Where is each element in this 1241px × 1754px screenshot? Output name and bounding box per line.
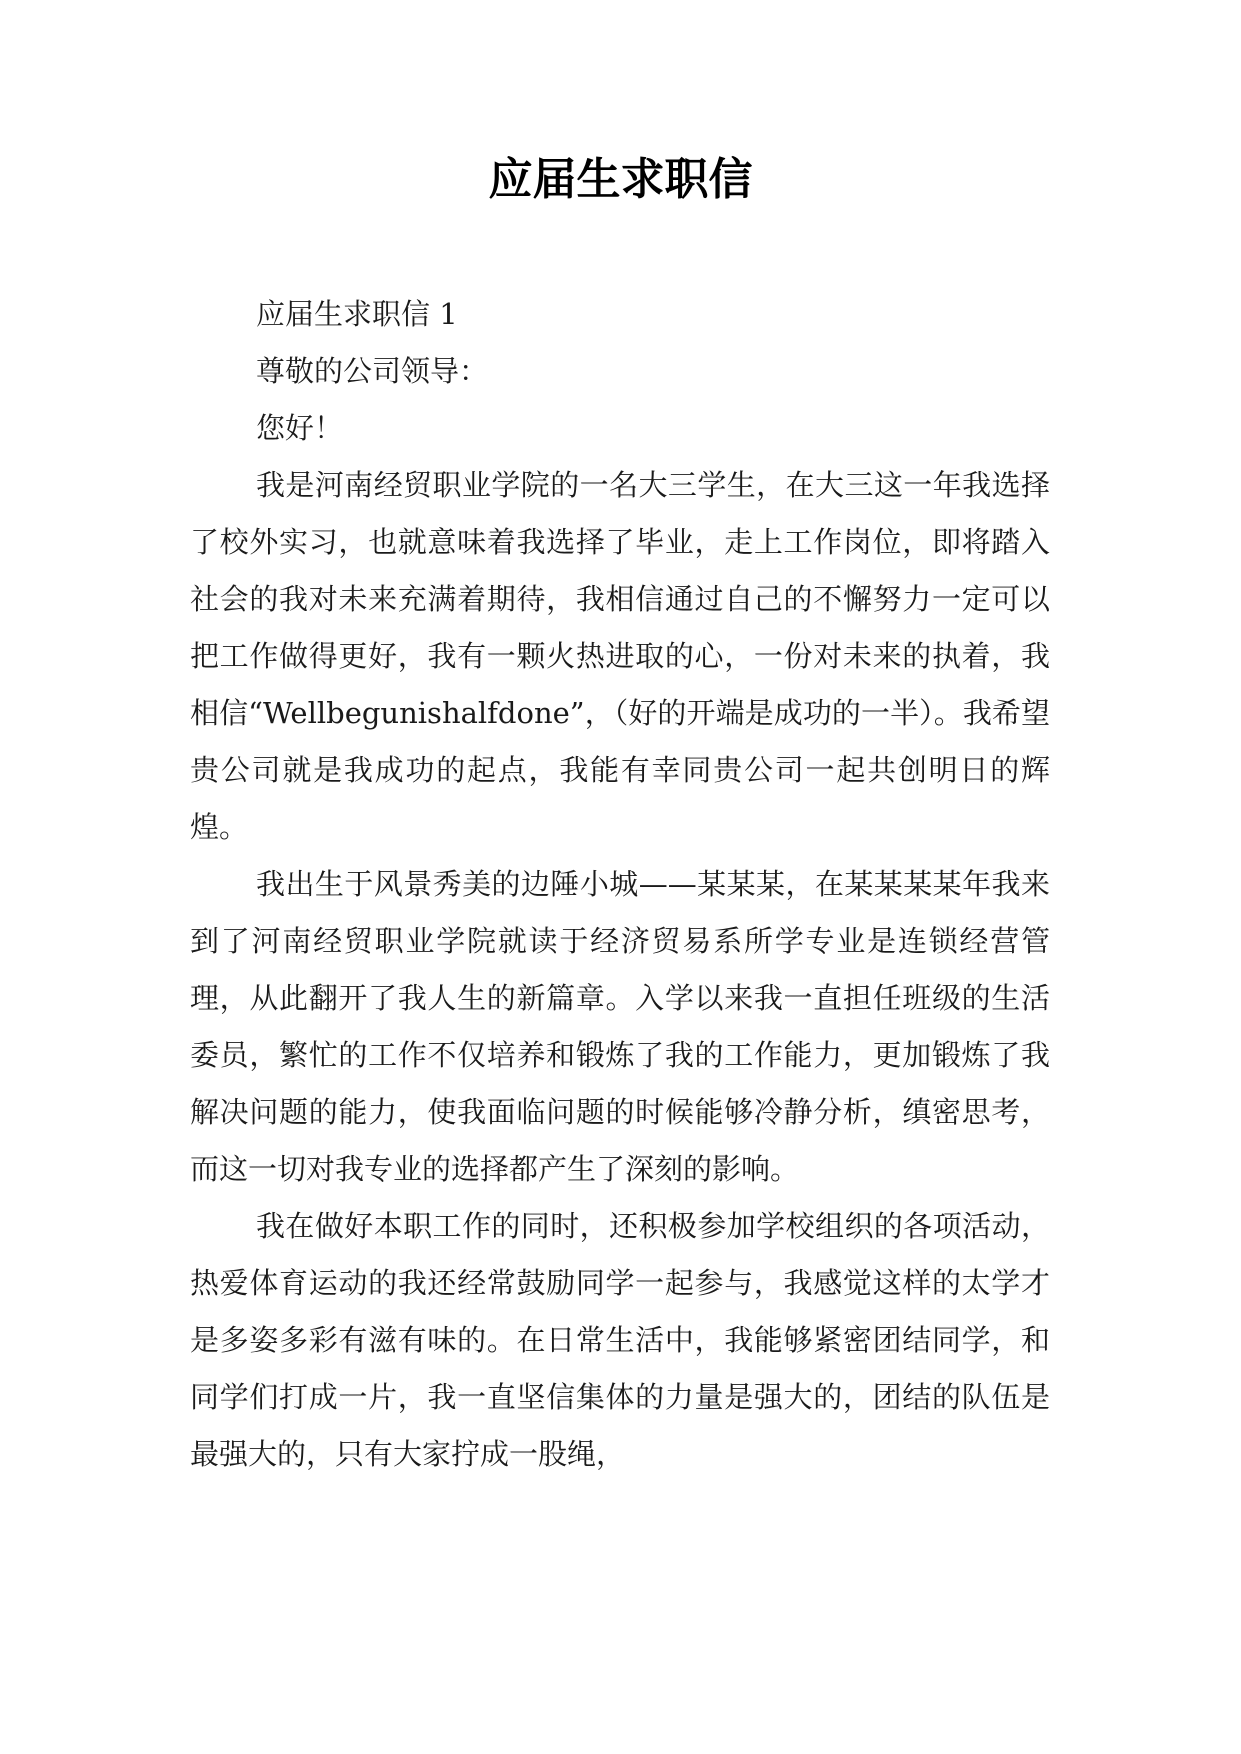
paragraph-activities: 我在做好本职工作的同时，还积极参加学校组织的各项活动，热爱体育运动的我还经常鼓励同学一起参与，我感觉这样的太学才是多姿多彩有滋有味的。在日常生活中，我能够紧密团结同学，和同学们打成一片，我一直坚信集体的力量是强大的，团结的队伍是最强大的，只有大家拧成一股绳， [190, 1209, 1050, 1471]
letter-body [190, 286, 1050, 1483]
paragraph-background: 我出生于风景秀美的边陲小城——某某某，在某某某某年我来到了河南经贸职业学院就读于经济贸易系所学专业是连锁经营管理，从此翻开了我人生的新篇章。入学以来我一直担任班级的生活委员，繁忙的工作不仅培养和锻炼了我的工作能力，更加锻炼了我解决问题的能力，使我面临问题的时候能够冷静分析，缜密思考，而这一切对我专业的选择都产生了深刻的影响。 [190, 867, 1050, 1186]
document-title: 应届生求职信 [488, 154, 753, 205]
letter-greeting: 您好！ [256, 411, 344, 445]
letter-heading: 应届生求职信 1 [256, 297, 458, 331]
paragraph-introduction: 我是河南经贸职业学院的一名大三学生，在大三这一年我选择了校外实习，也就意味着我选择了毕业，走上工作岗位，即将踏入社会的我对未来充满着期待，我相信通过自己的不懈努力一定可以把工作做得更好，我有一颗火热进取的心，一份对未来的执着，我相信“Wellbegunishalfdone”，（好的开端是成功的一半）。我希望贵公司就是我成功的起点，我能有幸同贵公司一起共创明日的辉煌。 [190, 468, 1050, 844]
letter-salutation: 尊敬的公司领导： [256, 354, 489, 388]
